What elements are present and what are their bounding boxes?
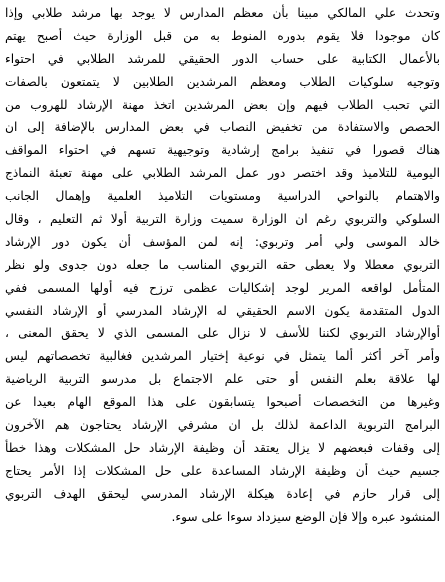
article-line-10: السلوكي والتربوي رغم ان الوزارة سميت وزارة التربية أولا ثم التعليم ، وقال: [5, 212, 440, 227]
article-line-12: التربوي معطلا ولا يعطى حقه التربوي المناسب ما جعله دون جدوى ولو نظر: [5, 257, 440, 272]
article-line-8: اليومية للتلاميذ وقد اختصر دور عمل المرشد الطلابي على مهنة تعبئة النماذج: [5, 166, 440, 181]
article-line-15: أوالإرشاد التربوي لكننا للأسف لا نزال على المسمى الذي لا يحقق المعنى ،: [5, 326, 440, 341]
article-line-13: المتأمل لواقعه المرير لوجد إشكاليات عظمى ترزح فيه أولها المسمى ففي: [5, 280, 440, 295]
article-line-17: لها علاقة بعلم النفس أو حتى علم الاجتماع بل مدرسو التربية الرياضية: [5, 372, 440, 387]
article-line-23: المنشود عبره وإلا فإن الوضع سيزداد سوءا على سوء.: [171, 509, 440, 524]
article-line-7: هناك قصورا في تنفيذ برامج إرشادية وتوجيهية تسهم في احتواء المواقف: [5, 143, 440, 158]
article-line-14: الدول المتقدمة يكون الاسم الحقيقي له الإرشاد المدرسي أو الإرشاد النفسي: [5, 303, 440, 318]
article-line-2: كان موجودا فلا يقوم بدوره المنوط به من قبل الوزارة حيث أصبح يهتم: [5, 28, 440, 43]
article-line-3: بالأعمال الكتابية على حساب الدور الحقيقي للمرشد الطلابي في احتواء: [5, 51, 440, 66]
article-line-11: خالد الموسى ولي أمر وتربوي: إنه لمن المؤسف أن يكون دور الإرشاد: [5, 234, 440, 249]
article-line-9: والاهتمام بالنواحي الدراسية ومستويات التلاميذ العلمية وإهمال الجانب: [5, 189, 440, 204]
article-line-22: إلى قرار حازم في إعادة هيكلة الإرشاد المدرسي ليحقق الهدف التربوي: [5, 486, 440, 501]
article-line-5: التي تحبب الطلاب فيهم وإن بعض المرشدين اتخذ مهنة الإرشاد للهروب من: [5, 97, 440, 112]
article-line-4: وتوجيه سلوكيات الطلاب ومعظم المرشدين الطلابين لا يتمتعون بالصفات: [5, 74, 440, 89]
article-line-18: وغيرها من التخصصات أصبحوا يتسابقون على هذا الموقع الهام بعيدا عن: [5, 395, 440, 410]
article-line-16: وأمر آخر أكثر ألما يتمثل في نوعية إختيار المرشدين فغالبية تخصصاتهم ليس: [5, 349, 440, 364]
article-line-20: إلى وقفات فبعضهم لا يزال يعتقد أن وظيفة الإرشاد حل المشكلات وهذا خطأ: [5, 440, 440, 455]
article-line-19: البرامج التربوية الداعمة لذلك بل ان مشرفي الإرشاد يحتاجون هم الآخرون: [5, 418, 440, 433]
article-line-1: وتحدث علي المالكي مبينا بأن معظم المدارس لا يوجد بها مرشد طلابي وإذا: [5, 6, 440, 20]
article-line-6: الحصص والاستفادة من تخفيض النصاب في بعض المدارس بالإضافة إلى ان: [5, 120, 440, 135]
article-line-21: جسيم حيث أن وظيفة الإرشاد المساعدة على حل المشكلات إذا الأمر يحتاج: [5, 463, 440, 478]
